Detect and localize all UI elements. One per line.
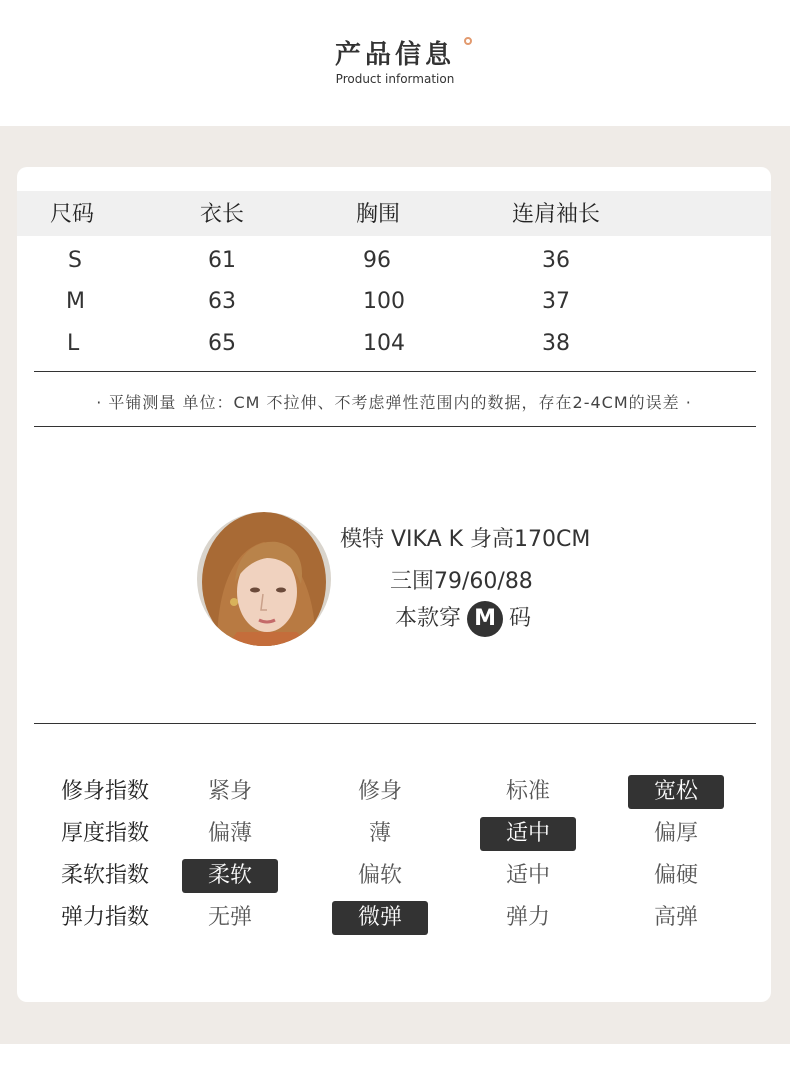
- model-avatar: [197, 512, 331, 646]
- model-portrait-image: [197, 512, 331, 646]
- index-option: 无弹: [207, 905, 252, 930]
- index-option: 高弹: [653, 905, 698, 930]
- size-table-header: [17, 191, 771, 236]
- page-subtitle: Product information: [335, 72, 455, 86]
- index-option: 薄: [368, 821, 391, 846]
- index-label: 厚度指数: [61, 821, 150, 846]
- cell-chest: 100: [363, 289, 405, 314]
- header-chest: 胸围: [356, 202, 401, 227]
- index-option-selected: 微弹: [332, 901, 428, 935]
- page-title: 产品信息: [334, 40, 455, 70]
- index-option: 弹力: [505, 905, 550, 930]
- cell-sleeve: 38: [542, 331, 570, 356]
- index-label: 弹力指数: [61, 905, 150, 930]
- index-option-selected: 适中: [480, 817, 576, 851]
- index-label: 修身指数: [61, 779, 150, 804]
- cell-size: M: [66, 289, 85, 314]
- index-option: 偏软: [357, 863, 402, 888]
- wear-prefix: 本款穿: [395, 606, 462, 631]
- cell-sleeve: 36: [542, 248, 570, 273]
- cell-size: L: [67, 331, 80, 356]
- table-row: [17, 323, 771, 365]
- page-header: [0, 0, 790, 126]
- index-label: 柔软指数: [61, 863, 150, 888]
- model-name: 模特 VIKA K 身高170CM: [340, 527, 591, 552]
- cell-length: 65: [208, 331, 236, 356]
- divider: [34, 723, 756, 724]
- index-option: 偏厚: [653, 821, 698, 846]
- index-option-selected: 宽松: [628, 775, 724, 809]
- header-length: 衣长: [200, 202, 245, 227]
- header-size: 尺码: [50, 202, 95, 227]
- cell-length: 61: [208, 248, 236, 273]
- index-option: 偏硬: [653, 863, 698, 888]
- index-option: 标准: [505, 779, 550, 804]
- model-wear-size: [395, 601, 531, 637]
- divider: [34, 426, 756, 427]
- index-option: 修身: [357, 779, 402, 804]
- title-dot-icon: [464, 37, 472, 45]
- model-measurements: 三围79/60/88: [390, 569, 533, 594]
- bottom-strip: [0, 1044, 790, 1071]
- cell-size: S: [68, 248, 82, 273]
- index-option: 适中: [505, 863, 550, 888]
- table-row: [17, 240, 771, 282]
- product-info-card: [17, 167, 771, 1002]
- index-option-selected: 柔软: [182, 859, 278, 893]
- index-option: 偏薄: [207, 821, 252, 846]
- divider: [34, 371, 756, 372]
- header-sleeve: 连肩袖长: [512, 202, 601, 227]
- cell-chest: 96: [363, 248, 391, 273]
- size-m-badge: M: [467, 601, 503, 637]
- index-option: 紧身: [207, 779, 252, 804]
- cell-length: 63: [208, 289, 236, 314]
- cell-chest: 104: [363, 331, 405, 356]
- cell-sleeve: 37: [542, 289, 570, 314]
- table-row: [17, 281, 771, 323]
- measurement-note: · 平铺测量 单位：CM 不拉伸、不考虑弹性范围内的数据，存在2-4CM的误差 ·: [96, 393, 692, 412]
- wear-suffix: 码: [509, 606, 532, 631]
